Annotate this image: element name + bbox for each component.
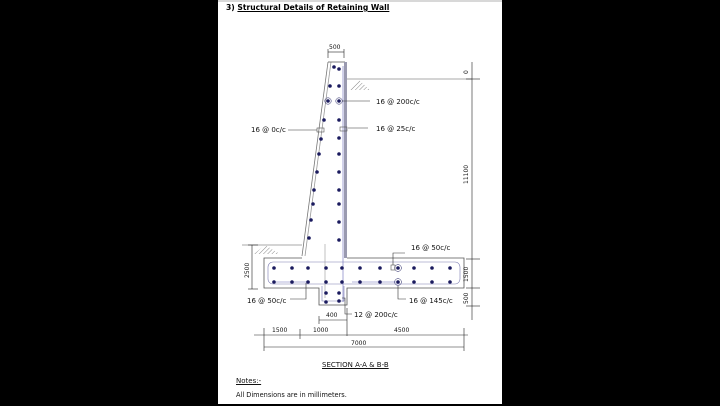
dim-top-level: 0	[463, 70, 470, 74]
label-toe-bottom: 16 @ 50c/c	[247, 297, 287, 305]
lap-marks	[317, 127, 395, 270]
dim-top-width-label: 500	[329, 44, 341, 51]
dim-key-width-label: 400	[326, 312, 338, 319]
dim-stem-height: 11100	[463, 164, 470, 184]
section-title: SECTION A-A & B-B	[322, 361, 389, 369]
wall-outline	[264, 62, 464, 305]
label-heel-bottom: 16 @ 145c/c	[409, 297, 453, 305]
dim-stem-base: 1000	[313, 327, 329, 334]
dim-toe-length: 1500	[272, 327, 288, 334]
label-heel-top: 16 @ 50c/c	[411, 244, 451, 252]
dim-top-width	[328, 44, 344, 58]
drawing-page	[218, 0, 502, 404]
title-number: 3)	[226, 3, 235, 12]
dim-key-depth: 500	[463, 292, 470, 304]
label-stem-main: 16 @ 200c/c	[376, 98, 420, 106]
notes-label: Notes:-	[236, 377, 262, 385]
dim-total-base: 7000	[351, 340, 367, 347]
stem-rebars	[307, 65, 342, 242]
dim-toe-height: 2500	[244, 262, 251, 278]
dim-heel-length: 4500	[394, 327, 410, 334]
notes-text: All Dimensions are in millimeters.	[236, 391, 347, 399]
dim-base-thickness: 1500	[463, 266, 470, 282]
ground-backfill	[242, 79, 472, 254]
label-shear-key: 12 @ 200c/c	[354, 311, 398, 319]
retaining-wall-section	[218, 2, 502, 406]
title-text: Structural Details of Retaining Wall	[237, 3, 390, 12]
label-stem-right: 16 @ 25c/c	[376, 125, 416, 133]
label-stem-left: 16 @ 0c/c	[251, 126, 286, 134]
